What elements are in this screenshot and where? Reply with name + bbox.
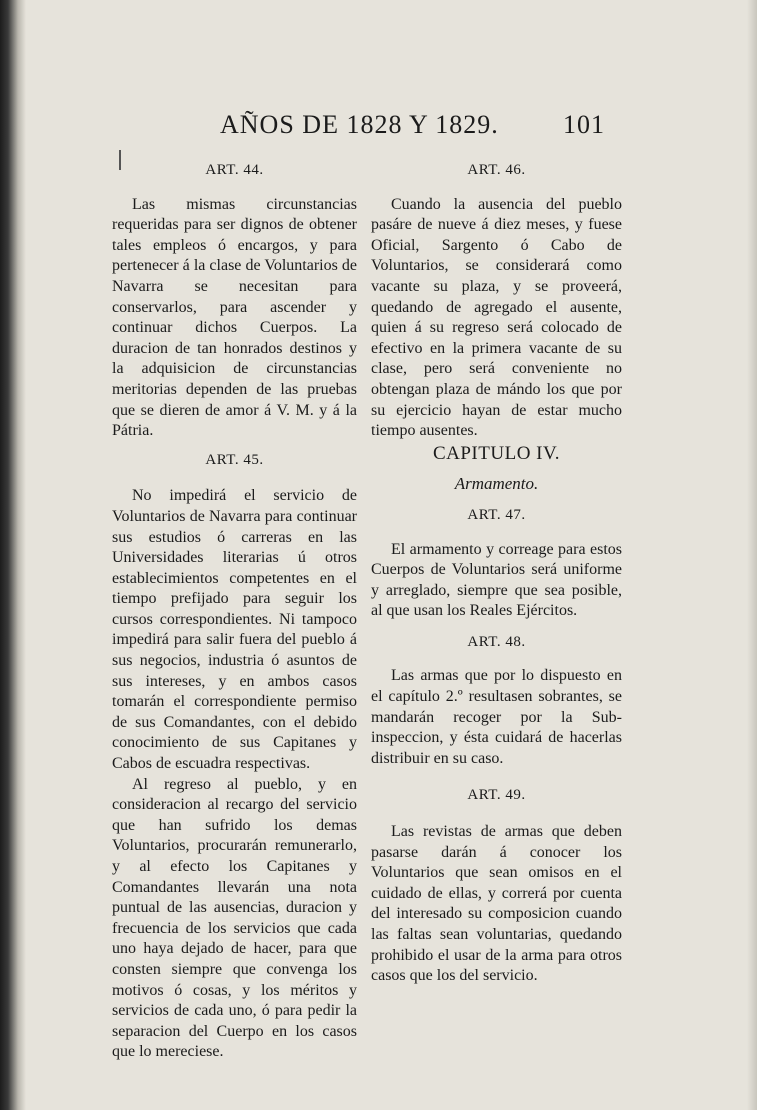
right-column [371,160,622,987]
left-column [112,160,357,1063]
article-paragraph: No impedirá el servicio de Voluntarios de Navarra para continuar sus estudios ó carreras en las Universidades literarias ú otros establecimientos competentes en el tiempo prefijado para seguir los cursos correspondientes. Ni tampoco impedirá para salir fuera del pueblo á sus negocios, industria ó asuntos de sus intereses, y en ambos casos tomarán el correspondiente permiso de sus Comandantes, con el debido conocimiento de sus Capitanes y Cabos de escuadra respectivas. [112,487,357,773]
page-edge [747,0,757,1110]
article-paragraph: El armamento y correage para estos Cuerpos de Voluntarios será uniforme y arreglado, siempre que sea posible, al que usan los Reales Ejércitos. [371,540,622,620]
article-paragraph: Las revistas de armas que deben pasarse darán á conocer los Voluntarios que sean omisos en el cuidado de ellas, y correrá por cuenta del interesado su composicion cuando las faltas sean voluntarias, quedando prohibido el usar de la arma para otros casos que los del servicio. [371,823,622,985]
article-heading: ART. 49. [467,787,526,804]
page-number: 101 [563,110,605,139]
article-heading: ART. 45. [205,451,264,468]
article-paragraph: Las armas que por lo dispuesto en el capítulo 2.º resultasen sobrantes, se mandarán recoger por la Sub-inspeccion, y ésta cuidará de hacerlas distribuir en su caso. [371,667,622,767]
article-heading: ART. 47. [467,506,526,523]
article-paragraph: Cuando la ausencia del pueblo pasáre de nueve á diez meses, y fuese Oficial, Sargento ó Cabo de Voluntarios, se considerará como vacante su plaza, y se proveerá, quedando de agregado el ausente, quien á su regreso será colocado de efectivo en la primera vacante de su clase, pero será conveniente no obtengan plaza de mándo los que por su ejercicio hayan de estar mucho tiempo ausentes. [371,195,622,440]
running-title: AÑOS DE 1828 Y 1829. [220,110,499,139]
running-head [210,106,605,146]
chapter-subheading: Armamento. [454,474,539,494]
article-heading: ART. 46. [467,162,526,178]
article-paragraph: Las mismas circunstancias requeridas para ser dignos de obtener tales empleos ó encargos, y para pertenecer á la clase de Voluntarios de Navarra se necesitan para conservarlos, para ascender y continuar dichos Cuerpos. La duracion de tan honrados destinos y la adquisicion de circunstancias meritorias dependen de las pruebas que se dieren de amor á V. M. y á la Pátria. [112,195,357,440]
article-heading: ART. 48. [467,633,526,650]
binding-shadow [0,0,26,1110]
article-heading: ART. 44. [205,162,264,178]
chapter-heading: CAPITULO IV. [432,442,561,464]
article-paragraph: Al regreso al pueblo, y en consideracion al recargo del servicio que han sufrido los demas Voluntarios, procurarán remunerarlo, y al efecto los Capitanes y Comandantes llevarán una nota puntual de las ausencias, duracion y frecuencia de los servicios que cada uno haya dejado de hacer, para que consten siempre que convenga los motivos ó cosas, y los méritos y servicios de cada uno, ó para pedir la separacion del Cuerpo en los casos que lo mereciese. [112,775,357,1061]
